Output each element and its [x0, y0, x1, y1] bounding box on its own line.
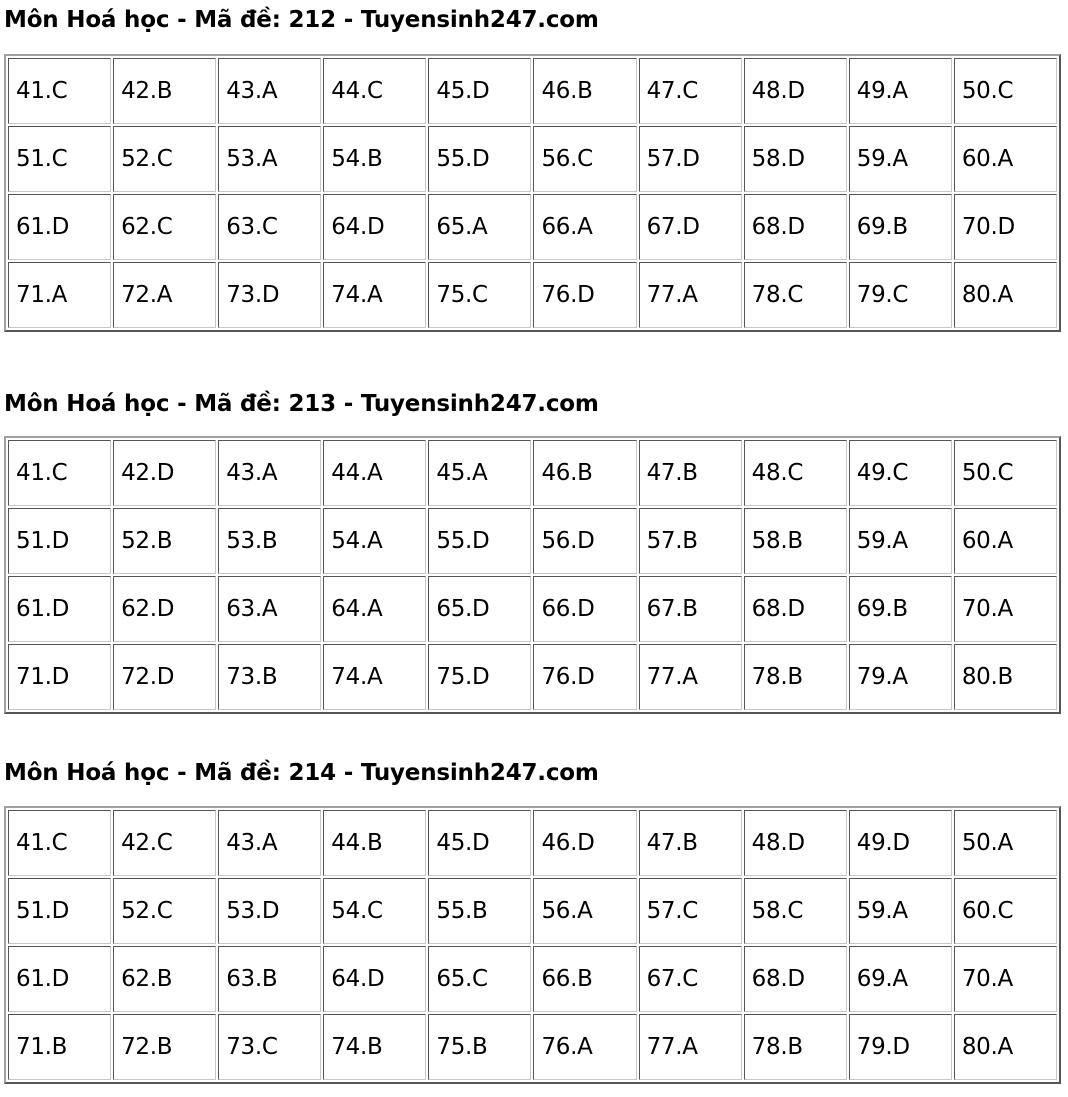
answer-cell: 56.A [533, 878, 636, 944]
answer-cell: 75.B [428, 1014, 531, 1080]
answer-cell: 55.D [428, 508, 531, 574]
answer-table [4, 806, 1061, 1084]
answer-cell: 44.C [323, 58, 426, 124]
answer-row [8, 644, 1057, 710]
answer-cell: 49.D [849, 810, 952, 876]
answer-cell: 70.D [954, 194, 1057, 260]
answer-cell: 41.C [8, 810, 111, 876]
answer-cell: 64.D [323, 946, 426, 1012]
answer-cell: 75.C [428, 262, 531, 328]
answer-cell: 56.C [533, 126, 636, 192]
answer-cell: 65.A [428, 194, 531, 260]
answer-cell: 64.D [323, 194, 426, 260]
section-title: Môn Hoá học - Mã đề: 213 - Tuyensinh247.com [4, 391, 599, 417]
answer-cell: 76.A [533, 1014, 636, 1080]
answer-cell: 57.B [639, 508, 742, 574]
answer-cell: 72.B [113, 1014, 216, 1080]
answer-cell: 65.C [428, 946, 531, 1012]
answer-cell: 80.A [954, 262, 1057, 328]
answer-cell: 42.C [113, 810, 216, 876]
answer-cell: 50.C [954, 440, 1057, 506]
answer-cell: 51.D [8, 508, 111, 574]
answer-cell: 73.B [218, 644, 321, 710]
answer-cell: 56.D [533, 508, 636, 574]
answer-cell: 43.A [218, 58, 321, 124]
answer-cell: 53.A [218, 126, 321, 192]
answer-cell: 54.C [323, 878, 426, 944]
answer-cell: 66.A [533, 194, 636, 260]
answer-cell: 64.A [323, 576, 426, 642]
answer-cell: 54.B [323, 126, 426, 192]
answer-cell: 67.C [639, 946, 742, 1012]
answer-cell: 55.D [428, 126, 531, 192]
answer-row [8, 878, 1057, 944]
answer-cell: 79.D [849, 1014, 952, 1080]
answer-cell: 67.B [639, 576, 742, 642]
answer-cell: 51.C [8, 126, 111, 192]
answer-cell: 62.C [113, 194, 216, 260]
answer-cell: 47.B [639, 440, 742, 506]
answer-row [8, 1014, 1057, 1080]
answer-row [8, 440, 1057, 506]
answer-cell: 59.A [849, 508, 952, 574]
answer-cell: 66.D [533, 576, 636, 642]
answer-cell: 50.A [954, 810, 1057, 876]
answer-cell: 43.A [218, 810, 321, 876]
answer-row [8, 262, 1057, 328]
answer-cell: 58.B [744, 508, 847, 574]
answer-cell: 68.D [744, 946, 847, 1012]
section-title: Môn Hoá học - Mã đề: 214 - Tuyensinh247.com [4, 760, 599, 786]
answer-cell: 63.B [218, 946, 321, 1012]
answer-cell: 45.D [428, 810, 531, 876]
answer-cell: 60.A [954, 508, 1057, 574]
answer-cell: 67.D [639, 194, 742, 260]
answer-cell: 75.D [428, 644, 531, 710]
answer-cell: 69.B [849, 576, 952, 642]
answer-cell: 45.A [428, 440, 531, 506]
answer-cell: 79.C [849, 262, 952, 328]
answer-cell: 52.B [113, 508, 216, 574]
answer-cell: 54.A [323, 508, 426, 574]
answer-cell: 78.C [744, 262, 847, 328]
answer-cell: 45.D [428, 58, 531, 124]
answer-cell: 63.C [218, 194, 321, 260]
answer-cell: 49.C [849, 440, 952, 506]
answer-cell: 52.C [113, 126, 216, 192]
answer-cell: 42.D [113, 440, 216, 506]
answer-cell: 58.C [744, 878, 847, 944]
answer-cell: 74.A [323, 262, 426, 328]
answer-cell: 73.D [218, 262, 321, 328]
answer-cell: 72.A [113, 262, 216, 328]
answer-cell: 62.D [113, 576, 216, 642]
answer-cell: 78.B [744, 644, 847, 710]
answer-cell: 66.B [533, 946, 636, 1012]
answer-table [4, 436, 1061, 714]
answer-cell: 46.B [533, 58, 636, 124]
answer-cell: 73.C [218, 1014, 321, 1080]
answer-row [8, 810, 1057, 876]
section-title: Môn Hoá học - Mã đề: 212 - Tuyensinh247.com [4, 7, 599, 33]
answer-cell: 48.D [744, 58, 847, 124]
answer-row [8, 946, 1057, 1012]
answer-cell: 78.B [744, 1014, 847, 1080]
answer-cell: 74.A [323, 644, 426, 710]
answer-cell: 41.C [8, 58, 111, 124]
answer-cell: 60.A [954, 126, 1057, 192]
answer-row [8, 126, 1057, 192]
answer-row [8, 508, 1057, 574]
answer-cell: 53.D [218, 878, 321, 944]
answer-cell: 71.A [8, 262, 111, 328]
answer-cell: 53.B [218, 508, 321, 574]
answer-row [8, 576, 1057, 642]
answer-cell: 43.A [218, 440, 321, 506]
answer-cell: 55.B [428, 878, 531, 944]
answer-cell: 68.D [744, 576, 847, 642]
answer-cell: 79.A [849, 644, 952, 710]
answer-cell: 44.A [323, 440, 426, 506]
answer-cell: 70.A [954, 576, 1057, 642]
answer-cell: 59.A [849, 878, 952, 944]
answer-table [4, 54, 1061, 332]
answer-cell: 49.A [849, 58, 952, 124]
answer-cell: 61.D [8, 194, 111, 260]
answer-cell: 48.C [744, 440, 847, 506]
answer-cell: 46.B [533, 440, 636, 506]
answer-cell: 42.B [113, 58, 216, 124]
answer-row [8, 58, 1057, 124]
answer-cell: 76.D [533, 262, 636, 328]
answer-cell: 70.A [954, 946, 1057, 1012]
answer-cell: 41.C [8, 440, 111, 506]
answer-cell: 72.D [113, 644, 216, 710]
answer-row [8, 194, 1057, 260]
answer-cell: 51.D [8, 878, 111, 944]
answer-cell: 47.C [639, 58, 742, 124]
answer-cell: 80.B [954, 644, 1057, 710]
answer-cell: 80.A [954, 1014, 1057, 1080]
answer-cell: 57.C [639, 878, 742, 944]
answer-cell: 61.D [8, 946, 111, 1012]
answer-cell: 57.D [639, 126, 742, 192]
answer-cell: 74.B [323, 1014, 426, 1080]
answer-cell: 62.B [113, 946, 216, 1012]
answer-cell: 44.B [323, 810, 426, 876]
answer-cell: 60.C [954, 878, 1057, 944]
answer-cell: 47.B [639, 810, 742, 876]
answer-cell: 52.C [113, 878, 216, 944]
answer-cell: 59.A [849, 126, 952, 192]
answer-cell: 77.A [639, 262, 742, 328]
answer-cell: 71.B [8, 1014, 111, 1080]
answer-cell: 76.D [533, 644, 636, 710]
answer-cell: 63.A [218, 576, 321, 642]
answer-cell: 69.B [849, 194, 952, 260]
answer-cell: 58.D [744, 126, 847, 192]
answer-cell: 77.A [639, 644, 742, 710]
answer-cell: 61.D [8, 576, 111, 642]
answer-cell: 68.D [744, 194, 847, 260]
answer-cell: 46.D [533, 810, 636, 876]
answer-cell: 48.D [744, 810, 847, 876]
answer-cell: 71.D [8, 644, 111, 710]
answer-cell: 50.C [954, 58, 1057, 124]
answer-cell: 77.A [639, 1014, 742, 1080]
answer-cell: 69.A [849, 946, 952, 1012]
answer-cell: 65.D [428, 576, 531, 642]
